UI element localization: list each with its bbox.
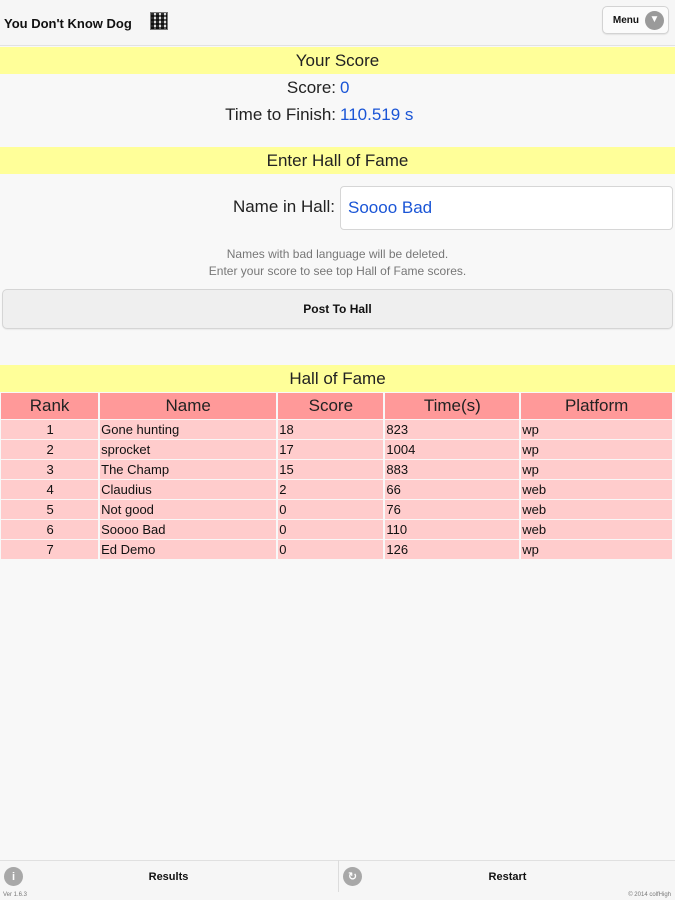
- version-text: Ver 1.6.3: [3, 892, 28, 898]
- table-row: [1, 420, 672, 439]
- time-label: Time to Finish:: [225, 105, 336, 124]
- score-cell: 17: [278, 440, 383, 459]
- table-row: [1, 540, 672, 559]
- info-icon: i: [4, 867, 23, 886]
- name-cell: sprocket: [100, 440, 276, 459]
- rank-cell: 3: [1, 460, 98, 479]
- qr-code-icon: [150, 12, 168, 30]
- score-cell: 0: [278, 500, 383, 519]
- score-cell: 15: [278, 460, 383, 479]
- refresh-icon: ↻: [343, 867, 362, 886]
- platform-cell: wp: [521, 420, 672, 439]
- platform-cell: web: [521, 500, 672, 519]
- hall-of-fame-section-title: Hall of Fame: [0, 365, 675, 392]
- column-header-platform: Platform: [521, 393, 672, 419]
- name-cell: Claudius: [100, 480, 276, 499]
- platform-cell: wp: [521, 440, 672, 459]
- name-cell: Not good: [100, 500, 276, 519]
- results-button[interactable]: [0, 861, 337, 893]
- platform-cell: wp: [521, 540, 672, 559]
- chevron-down-icon: ▼: [645, 11, 664, 30]
- menu-button-label: Menu: [612, 14, 639, 26]
- rank-cell: 4: [1, 480, 98, 499]
- name-in-hall-input[interactable]: [340, 186, 673, 230]
- time-cell: 110: [385, 520, 519, 539]
- rank-cell: 7: [1, 540, 98, 559]
- copyright-text: © 2014 colfHigh: [628, 892, 671, 898]
- bad-language-note: Names with bad language will be deleted.: [226, 247, 449, 261]
- score-cell: 18: [278, 420, 383, 439]
- footer-divider: [338, 860, 339, 892]
- app-title: You Don't Know Dog: [4, 16, 132, 31]
- rank-cell: 1: [1, 420, 98, 439]
- time-cell: 76: [385, 500, 519, 519]
- column-header-time: Time(s): [385, 393, 519, 419]
- restart-button-label: Restart: [488, 871, 527, 883]
- score-value: 0: [340, 78, 350, 97]
- score-cell: 2: [278, 480, 383, 499]
- platform-cell: wp: [521, 460, 672, 479]
- post-to-hall-button[interactable]: Post To Hall: [2, 289, 673, 329]
- restart-button[interactable]: [339, 861, 675, 893]
- table-row: [1, 480, 672, 499]
- bottom-strip: [0, 892, 675, 900]
- rank-cell: 6: [1, 520, 98, 539]
- name-cell: The Champ: [100, 460, 276, 479]
- score-cell: 0: [278, 540, 383, 559]
- time-cell: 126: [385, 540, 519, 559]
- platform-cell: web: [521, 480, 672, 499]
- name-cell: Gone hunting: [100, 420, 276, 439]
- your-score-section-title: Your Score: [0, 47, 675, 74]
- table-row: [1, 500, 672, 519]
- time-cell: 66: [385, 480, 519, 499]
- table-row: [1, 440, 672, 459]
- rank-cell: 5: [1, 500, 98, 519]
- score-label: Score:: [286, 78, 336, 97]
- name-cell: Ed Demo: [100, 540, 276, 559]
- name-in-hall-label: Name in Hall:: [232, 197, 335, 216]
- table-row: [1, 520, 672, 539]
- hall-of-fame-table: [0, 392, 674, 560]
- app-header: [0, 0, 675, 46]
- column-header-name: Name: [100, 393, 276, 419]
- column-header-rank: Rank: [1, 393, 98, 419]
- enter-score-note: Enter your score to see top Hall of Fame scores.: [208, 264, 467, 278]
- table-header-row: [1, 393, 672, 419]
- time-cell: 823: [385, 420, 519, 439]
- time-cell: 883: [385, 460, 519, 479]
- platform-cell: web: [521, 520, 672, 539]
- score-cell: 0: [278, 520, 383, 539]
- name-cell: Soooo Bad: [100, 520, 276, 539]
- results-button-label: Results: [148, 871, 189, 883]
- enter-hall-section-title: Enter Hall of Fame: [0, 147, 675, 174]
- time-cell: 1004: [385, 440, 519, 459]
- menu-button[interactable]: [602, 6, 669, 34]
- column-header-score: Score: [278, 393, 383, 419]
- table-row: [1, 460, 672, 479]
- time-value: 110.519 s: [340, 105, 414, 124]
- rank-cell: 2: [1, 440, 98, 459]
